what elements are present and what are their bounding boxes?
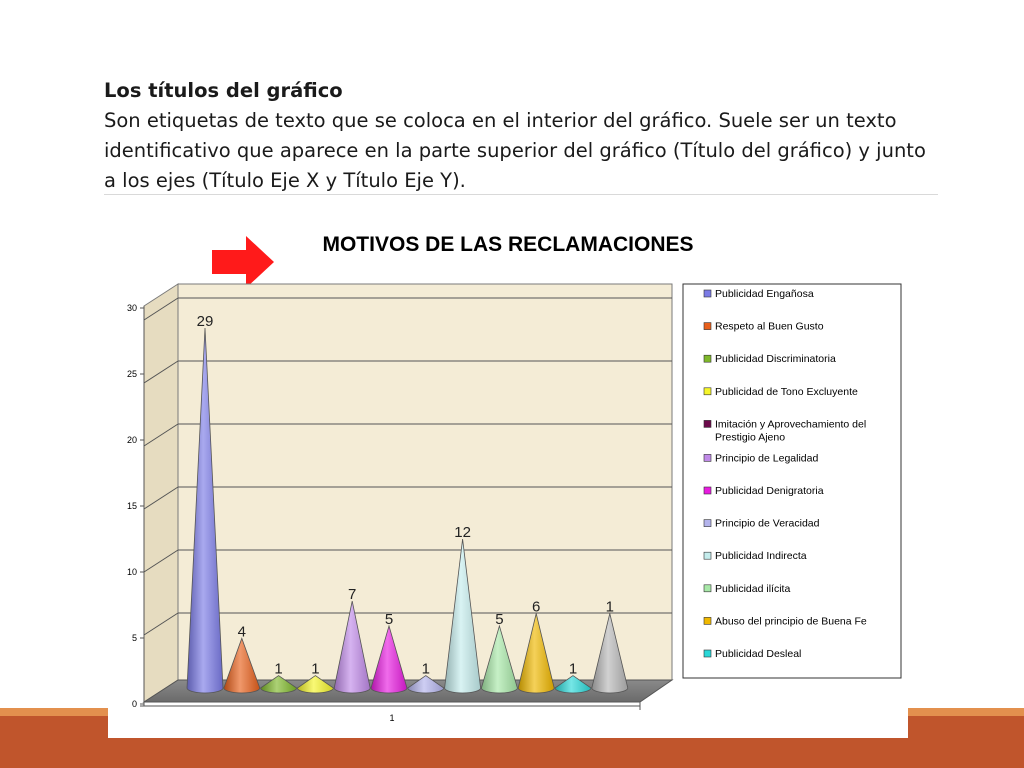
legend-label: Respeto al Buen Gusto xyxy=(715,320,824,333)
legend-swatch xyxy=(704,388,711,395)
legend-swatch xyxy=(704,290,711,297)
data-label: 4 xyxy=(237,623,246,641)
legend-swatch xyxy=(704,355,711,362)
y-tick-label: 20 xyxy=(126,435,137,445)
y-tick-label: 15 xyxy=(126,501,137,511)
legend-swatch xyxy=(704,323,711,330)
legend-swatch xyxy=(704,617,711,624)
legend-label: Publicidad ilícita xyxy=(715,582,791,595)
data-label: 1 xyxy=(421,660,430,678)
x-tick-label: 1 xyxy=(389,713,395,723)
y-axis-ticks xyxy=(127,303,144,709)
legend-label: Publicidad Denigratoria xyxy=(715,485,824,497)
data-label: 5 xyxy=(495,610,504,628)
y-tick-label: 25 xyxy=(126,369,137,379)
y-tick-label: 30 xyxy=(126,303,137,313)
legend-swatch xyxy=(704,420,711,427)
legend-label: Publicidad Indirecta xyxy=(715,550,807,563)
intro-title: Los títulos del gráfico xyxy=(104,79,343,102)
legend-swatch xyxy=(704,520,711,527)
data-label: 5 xyxy=(384,610,394,628)
data-label: 12 xyxy=(454,524,471,542)
legend-swatch xyxy=(704,487,711,494)
data-label: 6 xyxy=(532,598,541,616)
data-label: 1 xyxy=(274,660,283,678)
data-label: 1 xyxy=(568,660,578,678)
legend-swatch xyxy=(704,454,711,461)
plot-back-wall xyxy=(178,284,672,680)
legend-swatch xyxy=(704,650,711,657)
legend-label: Principio de Legalidad xyxy=(715,452,819,465)
plot-side-wall xyxy=(144,284,178,702)
legend-swatch xyxy=(704,552,711,559)
legend-label: Abuso del principio de Buena Fe xyxy=(715,615,867,628)
y-tick-label: 0 xyxy=(131,699,137,709)
data-label: 1 xyxy=(311,660,320,678)
legend-label: Publicidad Engañosa xyxy=(715,288,814,300)
y-tick-label: 5 xyxy=(131,633,137,643)
legend-label: Publicidad de Tono Excluyente xyxy=(715,385,858,398)
legend-label: Principio de Veracidad xyxy=(715,517,820,530)
chart-title: MOTIVOS DE LAS RECLAMACIONES xyxy=(322,233,694,256)
legend-label: Publicidad Discriminatoria xyxy=(715,353,836,366)
legend-swatch xyxy=(704,585,711,592)
legend-label: Publicidad Desleal xyxy=(715,648,802,660)
data-label: 29 xyxy=(196,313,214,330)
data-label: 1 xyxy=(605,598,614,616)
data-label: 7 xyxy=(348,586,357,604)
y-tick-label: 10 xyxy=(126,567,137,577)
legend-label: Imitación y Aprovechamiento del Prestigio Ajeno xyxy=(715,418,867,444)
intro-body: Son etiquetas de texto que se coloca en el interior del gráfico. Suele ser un texto identificativo que aparece en la parte superior del gráfico (Título del gráfico) y junto a los ejes (Título Eje X y Título Eje Y). xyxy=(104,109,926,192)
